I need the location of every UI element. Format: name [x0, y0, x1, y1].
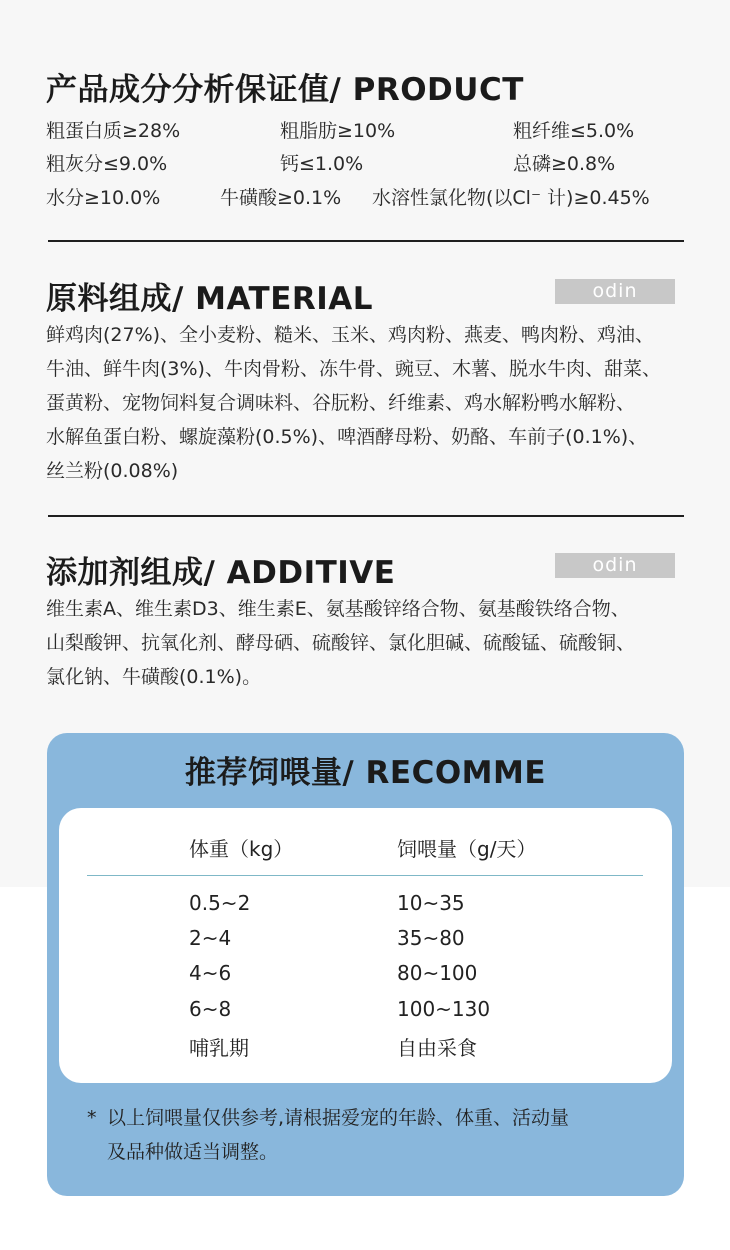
note-text: 以上饲喂量仅供参考,请根据爱宠的年龄、体重、活动量 及品种做适当调整。 [107, 1107, 570, 1163]
section-divider [48, 240, 684, 242]
section-divider [48, 515, 684, 517]
feeding-table [59, 808, 672, 1083]
table-row-amount: 35~80 [397, 926, 465, 950]
product-calcium: 钙≤1.0% [280, 153, 364, 175]
product-crude-fiber: 粗纤维≤5.0% [513, 120, 635, 142]
table-row-weight: 哺乳期 [189, 1036, 249, 1060]
table-header-amount: 饲喂量（g/天） [397, 837, 537, 861]
note-asterisk: * [87, 1107, 97, 1129]
product-moisture: 水分≥10.0% [46, 187, 161, 209]
table-row-amount: 80~100 [397, 961, 478, 985]
additive-title: 添加剂组成/ ADDITIVE [46, 555, 396, 591]
table-row-weight: 2~4 [189, 926, 232, 950]
material-text: 鲜鸡肉(27%)、全小麦粉、糙米、玉米、鸡肉粉、燕麦、鸭肉粉、鸡油、 牛油、鲜牛肉(3%)、牛肉骨粉、冻牛骨、豌豆、木薯、脱水牛肉、甜菜、 蛋黄粉、宠物饲料复合调味料、谷朊粉、纤维素、鸡水解粉鸭水解粉、 水解鱼蛋白粉、螺旋藻粉(0.5%)、啤酒酵母粉、奶酪、车前子(0.1%)、 丝兰粉(0.08%) [46, 324, 661, 482]
material-title: 原料组成/ MATERIAL [46, 281, 374, 317]
product-taurine: 牛磺酸≥0.1% [220, 187, 342, 209]
product-crude-ash: 粗灰分≤9.0% [46, 153, 168, 175]
additive-text: 维生素A、维生素D3、维生素E、氨基酸锌络合物、氨基酸铁络合物、 山梨酸钾、抗氧化剂、酵母硒、硫酸锌、氯化胆碱、硫酸锰、硫酸铜、 氯化钠、牛磺酸(0.1%)。 [46, 598, 636, 688]
table-row-weight: 6~8 [189, 997, 232, 1021]
table-row-amount: 自由采食 [397, 1036, 477, 1060]
table-row-weight: 0.5~2 [189, 891, 251, 915]
product-crude-fat: 粗脂肪≥10% [280, 120, 396, 142]
table-header-weight: 体重（kg） [189, 837, 294, 861]
table-header-divider [87, 875, 643, 876]
product-crude-protein: 粗蛋白质≥28% [46, 120, 181, 142]
product-phosphorus: 总磷≥0.8% [513, 153, 616, 175]
recommend-card [47, 733, 684, 1196]
material-odin-badge: odin [555, 279, 675, 304]
recommend-title: 推荐饲喂量/ RECOMME [184, 755, 547, 791]
additive-odin-badge: odin [555, 553, 675, 578]
table-row-weight: 4~6 [189, 961, 232, 985]
product-title: 产品成分分析保证值/ PRODUCT [46, 72, 524, 108]
table-row-amount: 100~130 [397, 997, 491, 1021]
table-row-amount: 10~35 [397, 891, 465, 915]
product-chloride: 水溶性氯化物(以Cl⁻ 计)≥0.45% [372, 187, 650, 209]
